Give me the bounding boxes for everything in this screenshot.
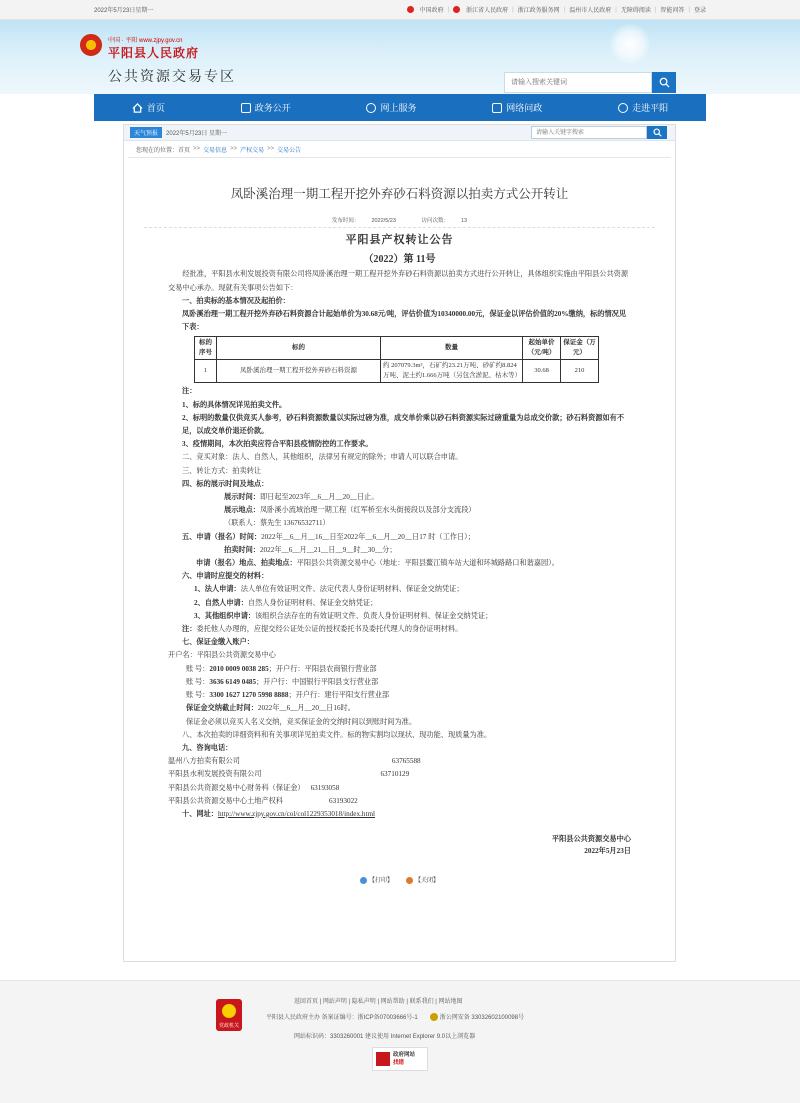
link-accessibility[interactable]: 无障碍阅读 bbox=[620, 8, 651, 14]
article-actions bbox=[168, 875, 631, 888]
sub-search-button[interactable] bbox=[647, 126, 667, 139]
nav-home[interactable]: 首页 bbox=[132, 101, 165, 114]
lots-table bbox=[194, 336, 599, 383]
header-banner bbox=[0, 20, 800, 94]
note-head: 注： bbox=[182, 387, 197, 396]
account-name: 开户名：平阳县公共资源交易中心 bbox=[168, 651, 276, 660]
link-zj-service[interactable]: 浙江政务服务网 bbox=[517, 8, 560, 14]
chat-icon bbox=[492, 103, 502, 113]
report-error-icon bbox=[376, 1052, 390, 1066]
weather-tag[interactable]: 天气预报 bbox=[130, 127, 162, 138]
nav-online-inquiry[interactable]: 网络问政 bbox=[492, 101, 542, 114]
main-nav bbox=[94, 94, 706, 121]
section-8: 八、本次拍卖的详细资料和有关事项详见拍卖文件。标的物实割均以现状、现功能、现质量为准。 bbox=[182, 730, 492, 739]
close-icon bbox=[406, 877, 413, 884]
print-button[interactable]: 【打印】 bbox=[368, 878, 393, 885]
notice-url-link[interactable]: http://www.zjpy.gov.cn/col/col1229353018/index.html bbox=[217, 809, 376, 818]
contact-row: 平阳县水利发展投资有限公司 63710129 bbox=[168, 770, 410, 779]
section-3: 三、转让方式：拍卖转让 bbox=[182, 466, 262, 475]
footer-links[interactable]: 返回首页 | 网站声明 | 隐私声明 | 网站帮助 | 联系我们 | 网站地图 bbox=[294, 999, 463, 1005]
sun-glow-decoration bbox=[610, 24, 650, 64]
article-title: 凤卧溪治理一期工程开挖外弃砂石料资源以拍卖方式公开转让 bbox=[230, 187, 569, 201]
breadcrumb-home[interactable]: 首页 bbox=[178, 147, 191, 154]
footer-icp: 平阳县人民政府主办 备案证编号：浙ICP备07003666号-1 浙公网安备 33032602100098号 bbox=[266, 1015, 525, 1021]
nav-gov-affairs[interactable]: 政务公开 bbox=[241, 101, 291, 114]
close-button[interactable]: 【关闭】 bbox=[415, 878, 440, 885]
home-icon bbox=[132, 103, 143, 113]
section-6-head: 六、申请时应提交的材料： bbox=[182, 572, 269, 581]
article-body: 平阳县产权转让公告 （2022）第 11号 经批准，平阳县水利发展投资有限公司将凤卧溪治理一期工程开挖外弃砂石料资源以拍卖方式进行公开转让，具体组织实施由平阳县公共资源交易中心承办。现就有关事项公告如下： 一、拍卖标的基本情况及起拍价： 凤卧溪治理一期工程开挖外弃砂石料资源合计起始单价为30.68元/吨，评估价值为10340000.00元，保证金以评估价值的20%缴纳，标的情况见下表： 标的序号 标的 数量 起始单价（元/吨） 保证金（万元） 1 凤卧溪治理一期工程开挖外弃砂石料资源 约 207079.3m³，石矿约23.21万吨、砂矿约8.824万吨、泥土约1.666万吨（另包含淤泥、枯木等） 30.68 210 注： 1、标的具体情况详见拍卖文件。 2、标明的数量仅供竞买人参考，砂石料资源数量以实际过磅为准，成交单价乘以砂石料资源实际过磅重量为总成交价款；砂石料资源如有不足，以成交单价退还价款。 3、疫情期间，本次拍卖应符合平阳县疫情防控的工作要求。 二、竞买对象：法人、自然人，其他组织，法律另有规定的除外；申请人可以联合申请。 三、转让方式：拍卖转让 四、标的展示时间及地点： 展示时间：即日起至2023年__6__月__20__日止。 展示地点：凤卧溪小流域治理一期工程（红军桥至水头街接段以及部分支流段） （联系人：蔡先生 13676532711） 五、申请（报名）时间：2022年__6__月__16__日至2022年__6__月__20__日17 时（工作日）； 拍卖时间：2022年__6__月__21__日__9__时__30__分； 申请（报名）地点、拍卖地点：平阳县公共资源交易中心（地址：平阳县鳌江镇车站大道和环城路路口和谐嘉园）。 六、申请时应提交的材料： 1、法人申请：法人单位有效证明文件、法定代表人身份证明材料、保证金交纳凭证； 2、自然人申请：自然人身份证明材料、保证金交纳凭证； 3、其他组织申请：该组织合法存在的有效证明文件、负责人身份证明材料、保证金交纳凭证； 注：委托他人办理的，应提交经公证处公证的授权委托书及委托代理人的身份证明材料。 七、保证金缴入账户： 开户名：平阳县公共资源交易中心 账 号：2010 0009 0038 285；开户行：平阳县农商银行营业部 账 号：3636 6149 0485；开户行：中国银行平阳县支行营业部 账 号：3300 1627 1270 5998 8888；开户行：建行平阳支行营业部 保证金交纳截止时间：2022年__6__月__20__日16时。 保证金必须以竞买人名义交纳，竞买保证金的交纳时间以到账时间为准。 八、本次拍卖的详细资料和有关事项详见拍卖文件。标的物实割均以现状、现功能、现质量为准。 九、咨询电话： 温州八方拍卖有限公司 63765588 平阳县水利发展投资有限公司 63710129 平阳县公共资源交易中心财务科（保证金） 63193058 平阳县公共资源交易中心土地产权科 63193022 十、网址：http://www.zjpy.gov.cn/col/col1229353018/index.html 平阳县公共资源交易中心 2022年5月23日 【打印】 【关闭】 bbox=[124, 234, 675, 888]
link-login[interactable]: 登录 bbox=[693, 8, 706, 14]
site-title[interactable]: 平阳县人民政府 bbox=[108, 46, 200, 60]
document-icon bbox=[241, 103, 251, 113]
party-gov-badge-icon[interactable]: 党政机关 bbox=[216, 999, 242, 1031]
table-header-row: 标的序号 标的 数量 起始单价（元/吨） 保证金（万元） bbox=[195, 337, 599, 360]
table-row: 1 凤卧溪治理一期工程开挖外弃砂石料资源 约 207079.3m³，石矿约23.21万吨、砂矿约8.824万吨、泥土约1.666万吨（另包含淤泥、枯木等） 30.68 210 bbox=[195, 360, 599, 383]
display-time: 即日起至2023年__6__月__20__日止。 bbox=[259, 493, 379, 502]
report-error-button[interactable]: 政府网站 找错 bbox=[372, 1047, 428, 1071]
footer-site-id: 网站标识码：3303260001 建议使用 Internet Explorer 9.0以上浏览器 bbox=[294, 1034, 476, 1040]
top-date: 2022年5月23日星期一 bbox=[94, 8, 154, 14]
top-links: 中国政府 | 浙江省人民政府 | 浙江政务服务网 | 温州市人民政府 | 无障碍阅读 | 智能问答 | 登录 bbox=[407, 5, 706, 14]
signature bbox=[168, 833, 631, 857]
section-9-head: 九、咨询电话： bbox=[182, 743, 233, 752]
search-icon bbox=[653, 128, 662, 137]
nav-online-service[interactable]: 网上服务 bbox=[366, 101, 416, 114]
account-row: 账 号：3636 6149 0485；开户行：中国银行平阳县支行营业部 bbox=[186, 677, 379, 686]
section-1-text: 凤卧溪治理一期工程开挖外弃砂石料资源合计起始单价为30.68元/吨，评估价值为10340000.00元，保证金以评估价值的20%缴纳，标的情况见下表： bbox=[182, 310, 627, 332]
deposit-deadline: 2022年__6__月__20__日16时。 bbox=[257, 704, 355, 713]
main-content bbox=[123, 124, 676, 962]
note-2: 2、标明的数量仅供竞买人参考，砂石料资源数量以实际过磅为准，成交单价乘以砂石料资源实际过磅重量为总成交价款；砂石料资源如有不足，以成交单价退还价款。 bbox=[182, 413, 625, 436]
publish-date: 2022/5/23 bbox=[371, 218, 396, 224]
top-bar bbox=[0, 0, 800, 20]
contact-row: 平阳县公共资源交易中心财务科（保证金） 63193058 bbox=[168, 783, 340, 792]
section-1-head: 一、拍卖标的基本情况及起拍价： bbox=[182, 296, 290, 305]
link-china-gov[interactable]: 中国政府 bbox=[419, 8, 444, 14]
article-meta: 发布时间： 2022/5/23 访问次数： 13 bbox=[144, 216, 655, 228]
apply-time: 2022年__6__月__16__日至2022年__6__月__20__日17 时（工作日）； bbox=[261, 532, 475, 541]
header-search bbox=[504, 72, 676, 93]
doc-title: 平阳县产权转让公告 bbox=[345, 234, 454, 246]
footer bbox=[0, 980, 800, 1103]
note-1: 1、标的具体情况详见拍卖文件。 bbox=[182, 400, 287, 409]
search-icon bbox=[659, 77, 670, 88]
national-emblem-icon bbox=[80, 34, 102, 56]
section-7-head: 七、保证金缴入账户： bbox=[182, 638, 254, 647]
section-2: 二、竞买对象：法人、自然人，其他组织，法律另有规定的除外；申请人可以联合申请。 bbox=[182, 453, 463, 462]
sign-date: 2022年5月23日 bbox=[584, 847, 631, 856]
contact-row: 温州八方拍卖有限公司 63765588 bbox=[168, 757, 421, 766]
intro-paragraph: 经批准，平阳县水利发展投资有限公司将凤卧溪治理一期工程开挖外弃砂石料资源以拍卖方式进行公开转让，具体组织实施由平阳县公共资源交易中心承办。现就有关事项公告如下： bbox=[168, 270, 629, 292]
breadcrumb-property-trade[interactable]: 产权交易 bbox=[240, 147, 265, 154]
sub-search-input[interactable] bbox=[531, 126, 647, 139]
emblem-icon bbox=[453, 6, 460, 13]
sign-org: 平阳县公共资源交易中心 bbox=[551, 835, 631, 844]
auction-time: 2022年__6__月__21__日__9__时__30__分； bbox=[259, 545, 397, 554]
header-search-button[interactable] bbox=[652, 72, 676, 93]
printer-icon bbox=[360, 877, 367, 884]
display-contact: （联系人：蔡先生 13676532711） bbox=[224, 519, 330, 528]
header-search-input[interactable] bbox=[504, 72, 652, 93]
apply-place: 平阳县公共资源交易中心（地址：平阳县鳌江镇车站大道和环城路路口和谐嘉园）。 bbox=[296, 559, 559, 568]
link-smart-qa[interactable]: 智能问答 bbox=[660, 8, 685, 14]
site-small-title: 中国 · 平阳 www.zjpy.gov.cn bbox=[108, 38, 183, 44]
sub-search bbox=[531, 126, 667, 139]
view-count: 13 bbox=[460, 218, 468, 224]
note-3: 3、疫情期间，本次拍卖应符合平阳县疫情防控的工作要求。 bbox=[182, 440, 373, 449]
link-wenzhou-gov[interactable]: 温州市人民政府 bbox=[569, 8, 612, 14]
breadcrumb-trade-notice[interactable]: 交易公告 bbox=[277, 147, 302, 154]
nav-about-pingyang[interactable]: 走进平阳 bbox=[618, 101, 668, 114]
section-4-head: 四、标的展示时间及地点： bbox=[182, 479, 269, 488]
breadcrumb-trade-info[interactable]: 交易信息 bbox=[203, 147, 228, 154]
display-place: 凤卧溪小流域治理一期工程（红军桥至水头街接段以及部分支流段） bbox=[259, 506, 476, 515]
deposit-note: 保证金必须以竞买人名义交纳，竞买保证金的交纳时间以到账时间为准。 bbox=[186, 717, 417, 726]
account-row: 账 号：2010 0009 0038 285；开户行：平阳县农商银行营业部 bbox=[186, 664, 377, 673]
zone-title: 公共资源交易专区 bbox=[108, 70, 236, 85]
link-zhejiang-gov[interactable]: 浙江省人民政府 bbox=[466, 8, 509, 14]
service-icon bbox=[366, 103, 376, 113]
police-badge-icon bbox=[430, 1013, 438, 1021]
doc-number: （2022）第 11号 bbox=[363, 254, 436, 266]
breadcrumb: 您现在的位置： 首页 >> 交易信息 >> 产权交易 >> 交易公告 bbox=[128, 141, 671, 158]
arrow-circle-icon bbox=[618, 103, 628, 113]
sub-bar bbox=[124, 125, 675, 141]
emblem-icon bbox=[407, 6, 414, 13]
sub-date: 2022年5月23日 星期一 bbox=[166, 131, 228, 137]
account-row: 账 号：3300 1627 1270 5998 8888；开户行：建行平阳支行营业部 bbox=[186, 691, 390, 700]
contact-row: 平阳县公共资源交易中心土地产权科 63193022 bbox=[168, 796, 358, 805]
